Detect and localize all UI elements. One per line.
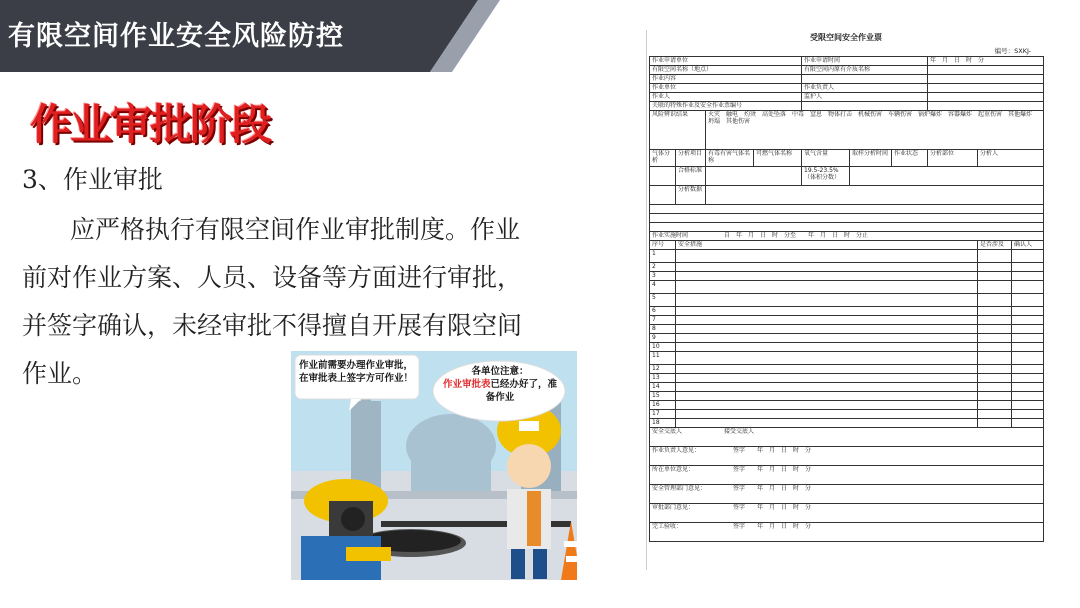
measure-text	[676, 419, 978, 428]
title-bar	[0, 0, 500, 72]
signature-row	[650, 504, 1044, 523]
gas-blank	[850, 167, 1044, 186]
form-field-label: 关联的特殊作业及安全作业票编号	[650, 102, 802, 111]
form-info-row	[650, 93, 1044, 102]
measure-number: 12	[650, 365, 676, 374]
measure-confirm	[1012, 365, 1044, 374]
gas-blank	[650, 186, 676, 205]
measure-text	[676, 401, 978, 410]
signature-cell: 完工验收： 签字 年 月 日 时 分	[650, 523, 1044, 542]
stage-title: 作业审批阶段	[30, 100, 271, 149]
form-title: 受限空间安全作业票	[810, 33, 882, 42]
gas-header-cell: 氧气含量	[802, 150, 850, 167]
measure-involved	[978, 365, 1012, 374]
measure-involved	[978, 419, 1012, 428]
form-field-value	[928, 66, 1044, 75]
illustration	[291, 351, 577, 580]
measure-involved	[978, 383, 1012, 392]
form-table	[649, 56, 1044, 542]
measure-involved	[978, 410, 1012, 419]
measure-number: 2	[650, 263, 676, 272]
measure-involved	[978, 343, 1012, 352]
bubble-highlight: 作业审批表	[442, 379, 491, 390]
measure-confirm	[1012, 250, 1044, 263]
measure-number: 14	[650, 383, 676, 392]
form-field-label: 作业内容	[650, 75, 802, 84]
measure-confirm	[1012, 392, 1044, 401]
measure-number: 10	[650, 343, 676, 352]
measure-involved	[978, 374, 1012, 383]
left-speech-bubble: 作业前需要办理作业审批，在审批表上签字方可作业！	[299, 360, 414, 384]
form-info-row	[650, 102, 1044, 111]
measure-row	[650, 365, 1044, 374]
measure-confirm	[1012, 410, 1044, 419]
bubble-line-1: 各单位注意：	[471, 366, 529, 377]
measure-text	[676, 343, 978, 352]
form-field-label: 有限空间内原有介质名称	[802, 66, 928, 75]
measure-row	[650, 410, 1044, 419]
measure-row	[650, 401, 1044, 410]
measure-header: 安全措施	[676, 241, 978, 250]
measure-confirm	[1012, 263, 1044, 272]
gas-std-label: 合格标准	[676, 167, 706, 186]
measure-number: 4	[650, 281, 676, 294]
measure-row	[650, 272, 1044, 281]
measure-text	[676, 383, 978, 392]
paragraph-text: 应严格执行有限空间作业审批制度。作业前对作业方案、人员、设备等方面进行审批，并签字确认，未经审批不得擅自开展有限空间作业。	[22, 215, 523, 388]
measure-involved	[978, 307, 1012, 316]
measure-header-row	[650, 241, 1044, 250]
risk-row	[650, 111, 1044, 150]
measure-row	[650, 307, 1044, 316]
measure-text	[676, 352, 978, 365]
measure-text	[676, 392, 978, 401]
gas-header-row	[650, 150, 1044, 167]
measure-text	[676, 334, 978, 343]
gas-blank	[706, 167, 802, 186]
measure-row	[650, 294, 1044, 307]
measure-involved	[978, 352, 1012, 365]
right-speech-bubble	[441, 365, 559, 404]
signature-cell: 所在单位意见： 签字 年 月 日 时 分	[650, 466, 1044, 485]
measure-text	[676, 272, 978, 281]
measure-row	[650, 419, 1044, 428]
signature-cell: 作业负责人意见： 签字 年 月 日 时 分	[650, 447, 1044, 466]
gas-empty-row	[650, 223, 1044, 232]
measure-involved	[978, 316, 1012, 325]
gas-header-cell: 有毒有害气体名称	[706, 150, 754, 167]
signature-cell: 审批部门意见： 签字 年 月 日 时 分	[650, 504, 1044, 523]
measure-text	[676, 410, 978, 419]
measure-text	[676, 281, 978, 294]
bubble-line-3: 已经办好了，准备作业	[485, 379, 558, 403]
measure-number: 8	[650, 325, 676, 334]
measure-number: 7	[650, 316, 676, 325]
form-field-label: 监护人	[802, 93, 928, 102]
gas-blank	[706, 186, 1044, 205]
form-field-value	[928, 102, 1044, 111]
measure-confirm	[1012, 334, 1044, 343]
measure-row	[650, 281, 1044, 294]
measure-number: 6	[650, 307, 676, 316]
measure-number: 18	[650, 419, 676, 428]
measure-confirm	[1012, 419, 1044, 428]
measure-header: 序号	[650, 241, 676, 250]
measure-text	[676, 325, 978, 334]
measure-row	[650, 352, 1044, 365]
measure-number: 3	[650, 272, 676, 281]
measure-involved	[978, 401, 1012, 410]
gas-standard-row	[650, 167, 1044, 186]
form-field-label: 作业单位	[650, 84, 802, 93]
measure-row	[650, 250, 1044, 263]
signature-row	[650, 447, 1044, 466]
gas-header-cell: 作业状态	[892, 150, 928, 167]
measure-involved	[978, 281, 1012, 294]
measure-number: 5	[650, 294, 676, 307]
measure-number: 1	[650, 250, 676, 263]
signature-row	[650, 523, 1044, 542]
measure-involved	[978, 334, 1012, 343]
gas-std-value: 19.5-23.5%（体积分数）	[802, 167, 850, 186]
measure-text	[676, 263, 978, 272]
time-row	[650, 232, 1044, 241]
form-field-label: 作业申请单位	[650, 57, 802, 66]
gas-empty-row	[650, 214, 1044, 223]
measure-header: 是否涉及	[978, 241, 1012, 250]
measure-row	[650, 325, 1044, 334]
gas-empty-row	[650, 205, 1044, 214]
gas-blank	[650, 214, 1044, 223]
measure-row	[650, 374, 1044, 383]
form-field-label	[802, 75, 928, 84]
risk-items: 火灾 触电 灼烫 高处坠落 中毒 窒息 物体打击 机械伤害 车辆伤害 锅炉爆炸 容器爆炸 起重伤害 其他爆炸 坍塌 其他伤害	[706, 111, 1044, 150]
measure-row	[650, 392, 1044, 401]
measure-confirm	[1012, 281, 1044, 294]
measure-number: 13	[650, 374, 676, 383]
form-field-value: 年 月 日 时 分	[928, 57, 1044, 66]
gas-blank	[650, 223, 1044, 232]
signature-row	[650, 485, 1044, 504]
gas-header-cell: 分析人	[978, 150, 1044, 167]
measure-confirm	[1012, 401, 1044, 410]
measure-confirm	[1012, 374, 1044, 383]
measure-confirm	[1012, 307, 1044, 316]
time-row-cell: 作业实施时间 自 年 月 日 时 分至 年 月 日 时 分止	[650, 232, 1044, 241]
measure-text	[676, 365, 978, 374]
form-field-label: 作业申请时间	[802, 57, 928, 66]
measure-number: 11	[650, 352, 676, 365]
measure-confirm	[1012, 343, 1044, 352]
measure-text	[676, 307, 978, 316]
section-heading: 3、作业审批	[22, 165, 163, 194]
measure-row	[650, 343, 1044, 352]
form-field-value	[928, 93, 1044, 102]
form-info-row	[650, 75, 1044, 84]
measure-row	[650, 316, 1044, 325]
measure-involved	[978, 272, 1012, 281]
form-field-value	[928, 84, 1044, 93]
form-field-value	[928, 75, 1044, 84]
gas-blank	[650, 205, 1044, 214]
measure-text	[676, 294, 978, 307]
form-field-label: 作业负责人	[802, 84, 928, 93]
measure-confirm	[1012, 272, 1044, 281]
measure-involved	[978, 392, 1012, 401]
gas-header-cell: 分析项目	[676, 150, 706, 167]
measure-involved	[978, 250, 1012, 263]
measure-confirm	[1012, 316, 1044, 325]
measure-row	[650, 263, 1044, 272]
gas-data-label: 分析数据	[676, 186, 706, 205]
risk-label: 风险辨识结果	[650, 111, 706, 150]
measure-number: 17	[650, 410, 676, 419]
gas-header-cell: 气体分析	[650, 150, 676, 167]
gas-blank	[650, 167, 676, 186]
measure-header: 确认人	[1012, 241, 1044, 250]
gas-header-cell: 可燃气体名称	[754, 150, 802, 167]
measure-number: 9	[650, 334, 676, 343]
gas-header-cell: 取样分析时间	[850, 150, 892, 167]
measure-text	[676, 250, 978, 263]
form-info-row	[650, 66, 1044, 75]
signature-row	[650, 428, 1044, 447]
measure-number: 16	[650, 401, 676, 410]
signature-cell: 安全交底人 接受交底人	[650, 428, 1044, 447]
gas-data-row	[650, 186, 1044, 205]
measure-involved	[978, 294, 1012, 307]
measure-row	[650, 334, 1044, 343]
measure-confirm	[1012, 294, 1044, 307]
measure-number: 15	[650, 392, 676, 401]
form-number: 编号：SXKJ-	[994, 47, 1031, 55]
measure-confirm	[1012, 352, 1044, 365]
measure-involved	[978, 325, 1012, 334]
form-field-label	[802, 102, 928, 111]
signature-cell: 安全管理部门意见： 签字 年 月 日 时 分	[650, 485, 1044, 504]
form-info-row	[650, 57, 1044, 66]
signature-row	[650, 466, 1044, 485]
measure-text	[676, 316, 978, 325]
measure-confirm	[1012, 383, 1044, 392]
form-field-label: 有限空间名称（地点）	[650, 66, 802, 75]
form-field-label: 作业人	[650, 93, 802, 102]
measure-involved	[978, 263, 1012, 272]
gas-header-cell: 分析部位	[928, 150, 978, 167]
form-info-row	[650, 84, 1044, 93]
measure-row	[650, 383, 1044, 392]
slide-title: 有限空间作业安全风险防控	[8, 21, 344, 52]
measure-confirm	[1012, 325, 1044, 334]
measure-text	[676, 374, 978, 383]
work-permit-form	[646, 30, 1045, 570]
